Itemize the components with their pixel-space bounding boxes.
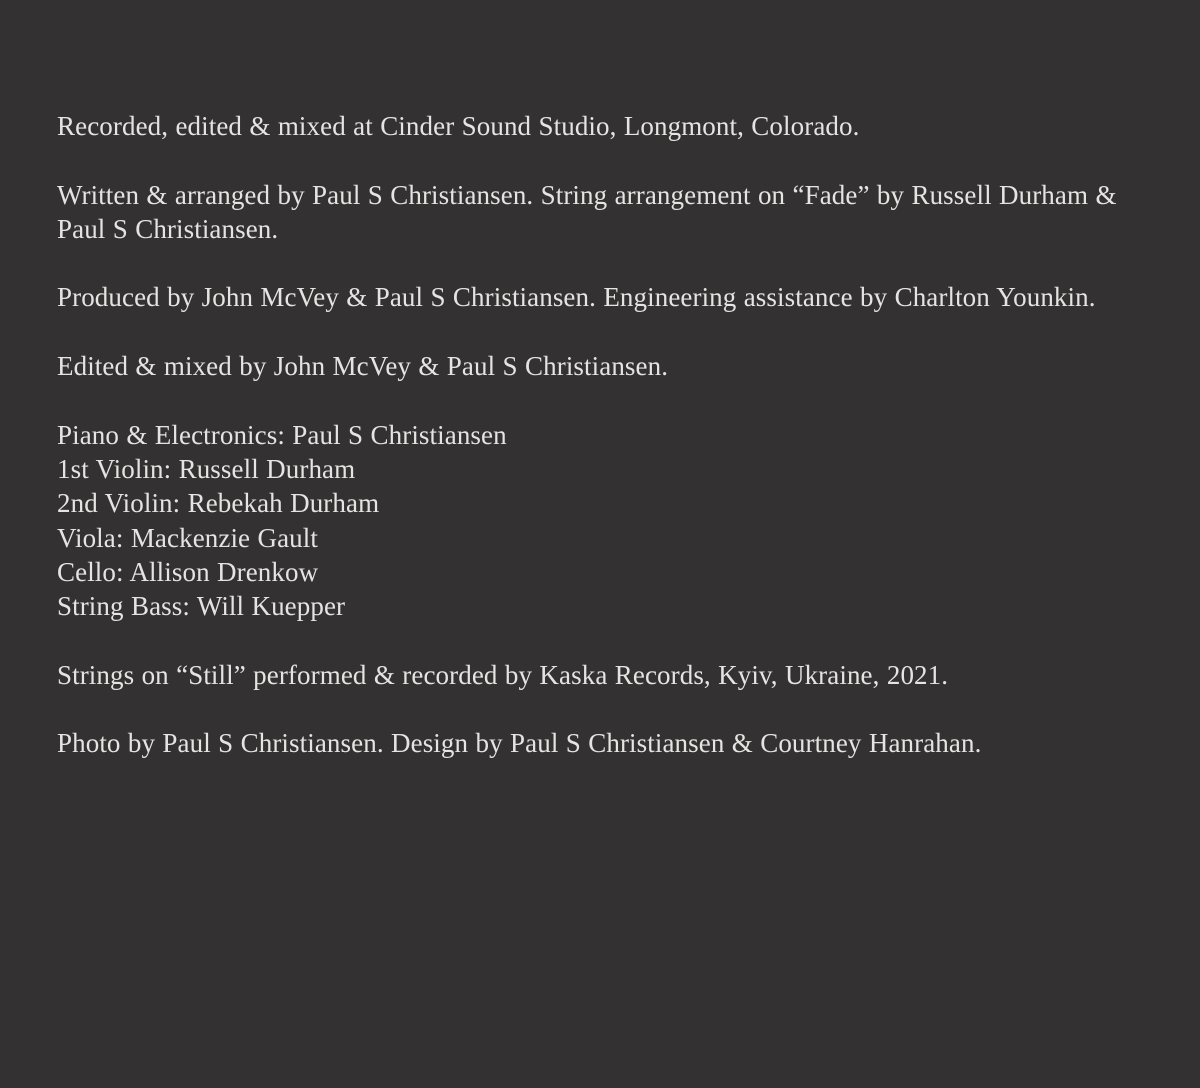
personnel-item-string-bass: String Bass: Will Kuepper	[57, 591, 346, 622]
editing-credit: Edited & mixed by John McVey & Paul S Christiansen.	[57, 351, 669, 382]
personnel-item-second-violin: 2nd Violin: Rebekah Durham	[57, 488, 380, 519]
personnel-item-viola: Viola: Mackenzie Gault	[57, 522, 318, 553]
personnel-item-cello: Cello: Allison Drenkow	[57, 556, 319, 587]
personnel-item-first-violin: 1st Violin: Russell Durham	[57, 453, 356, 484]
liner-notes-credits	[57, 109, 1157, 795]
writing-credit: Written & arranged by Paul S Christiansen. String arrangement on “Fade” by Russell Durham & Paul S Christiansen.	[57, 179, 1117, 244]
personnel-item-piano: Piano & Electronics: Paul S Christiansen	[57, 419, 507, 450]
recording-credit: Recorded, edited & mixed at Cinder Sound Studio, Longmont, Colorado.	[57, 111, 860, 141]
personnel-list	[57, 418, 1157, 624]
photo-design-credit: Photo by Paul S Christiansen. Design by Paul S Christiansen & Courtney Hanrahan.	[57, 728, 982, 759]
production-credit: Produced by John McVey & Paul S Christiansen. Engineering assistance by Charlton Younkin.	[57, 282, 1096, 313]
strings-credit: Strings on “Still” performed & recorded by Kaska Records, Kyiv, Ukraine, 2021.	[57, 659, 949, 690]
